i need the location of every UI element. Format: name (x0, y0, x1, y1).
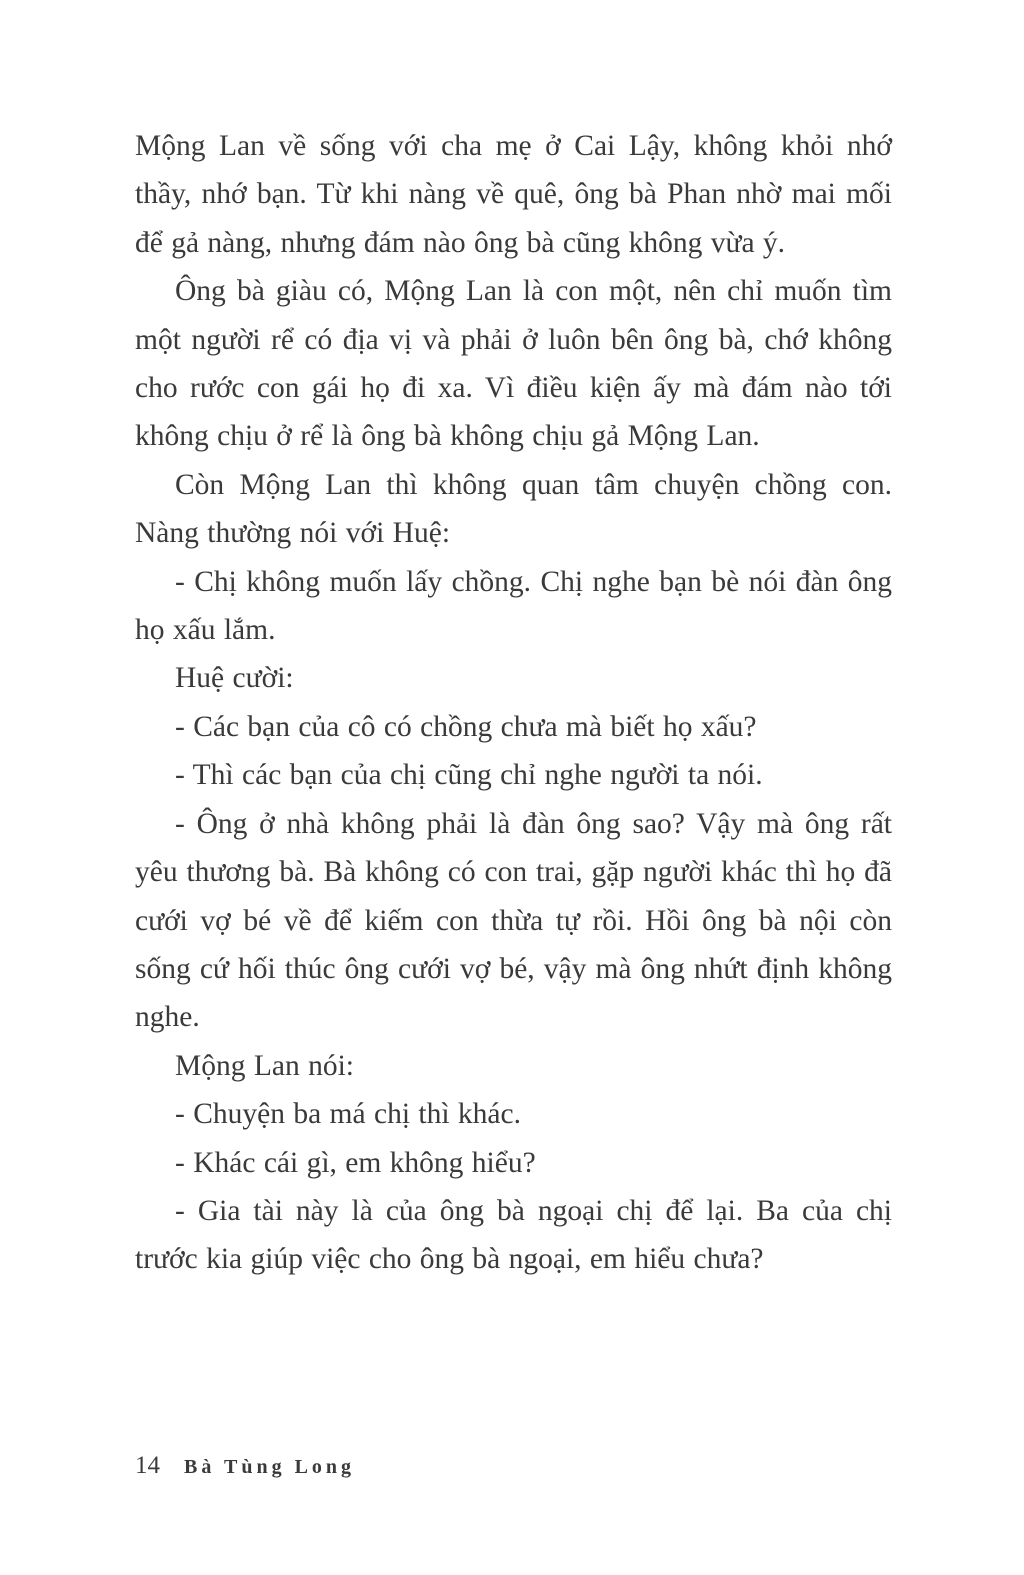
paragraph: Mộng Lan nói: (175, 1049, 354, 1082)
dialogue-line: - Thì các bạn của chị cũng chỉ nghe người ta nói. (175, 759, 763, 792)
paragraph: Còn Mộng Lan thì không quan tâm chuyện chồng con. Nàng thường nói với Huệ: (135, 468, 892, 550)
dialogue-line: - Chị không muốn lấy chồng. Chị nghe bạn bè nói đàn ông họ xấu lắm. (135, 565, 892, 647)
dialogue-line: - Các bạn của cô có chồng chưa mà biết họ xấu? (175, 710, 757, 743)
dialogue-line: - Chuyện ba má chị thì khác. (175, 1098, 521, 1131)
paragraph: Mộng Lan về sống với cha mẹ ở Cai Lậy, không khỏi nhớ thầy, nhớ bạn. Từ khi nàng về quê, ông bà Phan nhờ mai mối để gả nàng, nhưng đám nào ông bà cũng không vừa ý. (135, 130, 892, 259)
page-number: 14 (135, 1452, 160, 1479)
page-footer (135, 1452, 355, 1480)
dialogue-line: - Ông ở nhà không phải là đàn ông sao? Vậy mà ông rất yêu thương bà. Bà không có con trai, gặp người khác thì họ đã cưới vợ bé về để kiếm con thừa tự rồi. Hồi ông bà nội còn sống cứ hối thúc ông cưới vợ bé, vậy mà ông nhứt định không nghe. (135, 807, 892, 1034)
dialogue-line: - Gia tài này là của ông bà ngoại chị để lại. Ba của chị trước kia giúp việc cho ông bà ngoại, em hiểu chưa? (135, 1194, 892, 1276)
author-name: Bà Tùng Long (184, 1456, 356, 1478)
paragraph: Huệ cười: (175, 662, 294, 695)
text-block (135, 122, 892, 1284)
dialogue-line: - Khác cái gì, em không hiểu? (175, 1146, 536, 1179)
paragraph: Ông bà giàu có, Mộng Lan là con một, nên chỉ muốn tìm một người rể có địa vị và phải ở luôn bên ông bà, chớ không cho rước con gái họ đi xa. Vì điều kiện ấy mà đám nào tới không chịu ở rể là ông bà không chịu gả Mộng Lan. (135, 275, 892, 453)
